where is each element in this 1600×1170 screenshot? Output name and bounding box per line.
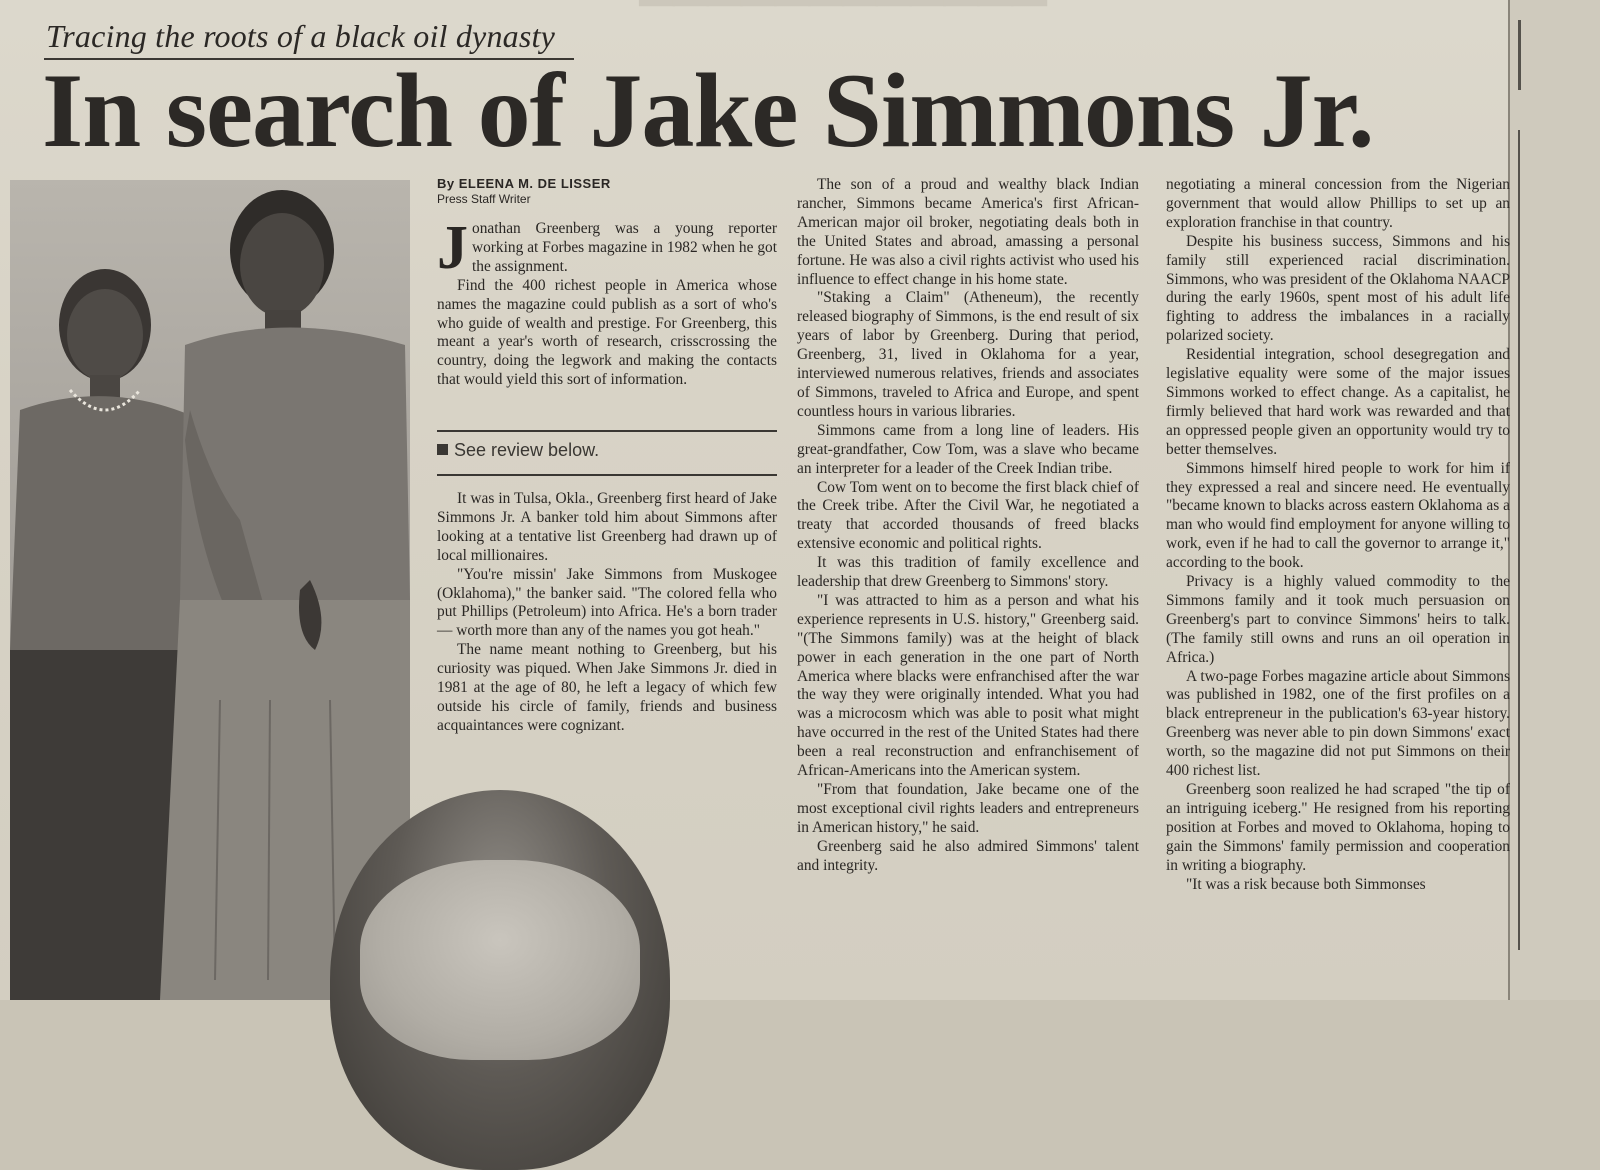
column-1-intro (437, 214, 777, 390)
divider-rule (437, 474, 777, 476)
paragraph: "From that foundation, Jake became one of the most exceptional civil rights leaders and entrepreneurs in American history," he said. (797, 781, 1139, 836)
paragraph: Residential integration, school desegregation and legislative equality were some of the major issues Simmons worked to effect change. As a capitalist, he firmly believed that hard work was rewarded and that an oppressed people given an opportunity would try to better themselves. (1166, 346, 1510, 458)
paragraph: The son of a proud and wealthy black Indian rancher, Simmons became America's first African-American major oil broker, negotiating deals both in the United States and abroad, amassing a personal fortune. He was also a civil rights activist who used his influence to effect change in his home state. (797, 176, 1139, 288)
column-2 (797, 176, 1139, 1000)
ghost-print-top: ▔▔▔▔▔▔▔▔▔▔▔▔ (640, 1, 1047, 50)
paragraph: The name meant nothing to Greenberg, but his curiosity was piqued. When Jake Simmons Jr. died in 1981 at the age of 80, he left a legacy of which few outside his circle of family, friends and business acquaintances were cognizant. (437, 641, 777, 734)
byline: By ELEENA M. DE LISSER (437, 176, 611, 191)
paragraph-text: onathan Greenberg was a young reporter working at Forbes magazine in 1982 when he got the assignment. (472, 220, 777, 275)
paragraph: Greenberg said he also admired Simmons' talent and integrity. (797, 837, 1139, 874)
paragraph: "Staking a Claim" (Atheneum), the recently released biography of Simmons, is the end result of six years of labor by Greenberg. During that period, Greenberg, 31, lived in Oklahoma for a year, interviewed numerous relatives, friends and associates of Simmons, traveled to Africa and Europe, and spent countless hours in various libraries. (797, 289, 1139, 420)
see-review-note (437, 440, 599, 461)
paragraph: Despite his business success, Simmons and his family still experienced racial discrimination. Simmons, who was president of the Oklahoma NAACP during the early 1960s, spent most of his adult life fighting to address the imbalances in a racially polarized society. (1166, 232, 1510, 345)
paragraph: It was in Tulsa, Okla., Greenberg first heard of Jake Simmons Jr. A banker told him about Simmons after looking at a tentative list Greenberg had drawn up of local millionaires. (437, 490, 777, 564)
paragraph: Cow Tom went on to become the first black chief of the Creek tribe. After the Civil War, he negotiated a treaty that accorded thousands of freed blacks extensive economic and political rights. (797, 478, 1139, 553)
paragraph (437, 214, 777, 282)
column-3 (1166, 176, 1510, 1000)
page-edge-rule (1518, 130, 1520, 950)
archival-photo (10, 180, 410, 1000)
paragraph: It was this tradition of family excellence and leadership that drew Greenberg to Simmons' story. (797, 554, 1139, 591)
divider-rule (437, 430, 777, 432)
headline: In search of Jake Simmons Jr. (42, 52, 1374, 169)
byline-title: Press Staff Writer (437, 192, 531, 206)
paragraph: Privacy is a highly valued commodity to the Simmons family and it took much persuasion on Greenberg's part to convince Simmons' heirs to talk. (The family still owns and runs an oil operation in Africa.) (1166, 573, 1510, 666)
paragraph: "I was attracted to him as a person and what his experience represents in U.S. history," Greenberg said. "(The Simmons family) was at the height of black power in each generation in the one part of North America where blacks were enfranchised after the war the way they were originally intended. What you had was a microcosm which was able to posit what might have occurred in the rest of the United States had there been a real reconstruction and enfranchisement of African-Americans into the American system. (797, 591, 1139, 780)
drop-cap: J (437, 214, 468, 282)
kicker: Tracing the roots of a black oil dynasty (46, 18, 555, 54)
archival-photo-figures (10, 180, 410, 1000)
page-edge-mark (1518, 20, 1521, 90)
square-bullet-icon (437, 444, 448, 455)
paragraph: Greenberg soon realized he had scraped "the tip of an intriguing iceberg." He resigned from his reporting position at Forbes and moved to Oklahoma, hoping to gain the Simmons' family permission and cooperation in writing a biography. (1166, 781, 1510, 874)
column-1-lower (437, 490, 777, 736)
paragraph: negotiating a mineral concession from the Nigerian government that would allow Phillips to set up an exploration franchise in that country. (1166, 176, 1510, 231)
paragraph: "You're missin' Jake Simmons from Muskogee (Oklahoma)," the banker said. "The colored fella who put Phillips (Petroleum) into Africa. He's a born trader — worth more than any of the names you got heah." (437, 565, 777, 640)
portrait-photo-face (360, 860, 640, 1060)
page-edge (1508, 0, 1600, 1000)
see-review-text: See review below. (454, 440, 600, 460)
paragraph: Find the 400 richest people in America whose names the magazine could publish as a sort of who's who guide of wealth and prestige. For Greenberg, this meant a year's worth of research, crisscrossing the country, doing the legwork and making the contacts that would yield this sort of information. (437, 276, 777, 389)
paragraph: Simmons came from a long line of leaders. His great-grandfather, Cow Tom, was a slave who became an interpreter for a leader of the Creek Indian tribe. (797, 421, 1139, 477)
paragraph: Simmons himself hired people to work for him if they expressed a real and sincere need. He eventually "became known to blacks across eastern Oklahoma as a man who would find employment for anyone willing to work, even if he had to call the governor to arrange it," according to the book. (1166, 459, 1510, 572)
paragraph: A two-page Forbes magazine article about Simmons was published in 1982, one of the first profiles on a black entrepreneur in the publication's 63-year history. Greenberg was never able to pin down Simmons' exact worth, so the magazine did not put Simmons on their 400 richest list. (1166, 667, 1510, 780)
paragraph: "It was a risk because both Simmonses (1186, 875, 1426, 893)
